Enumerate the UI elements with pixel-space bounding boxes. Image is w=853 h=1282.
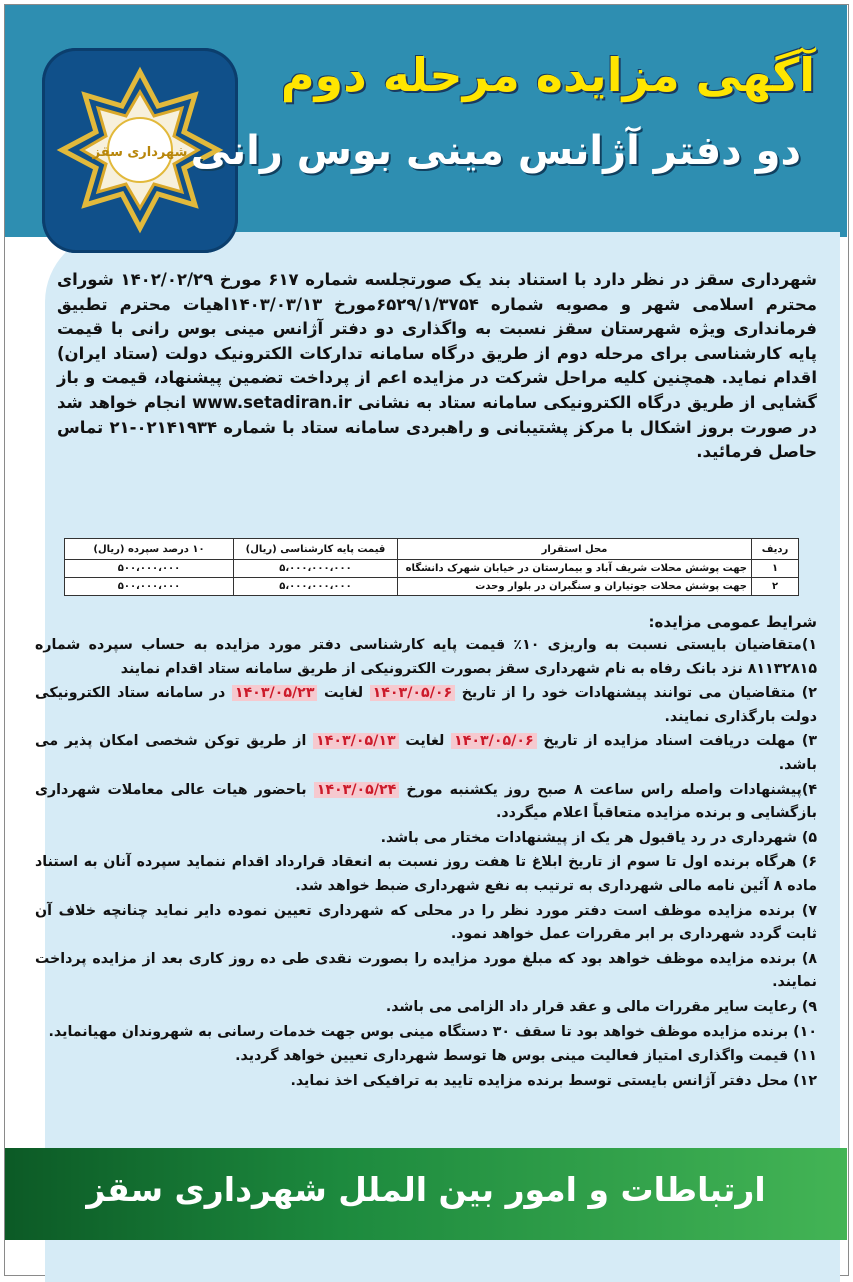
cell-location: جهت پوشش محلات جوتیاران و سنگبران در بلوار وحدت (398, 578, 752, 596)
condition-item (35, 730, 817, 777)
col-header-location: محل استقرار (398, 539, 752, 560)
condition-2-c: در سامانه ستاد الکترونیکی دولت بارگذاری نمایند. (35, 685, 817, 725)
cell-base-price: ۵،۰۰۰،۰۰۰،۰۰۰ (234, 578, 398, 596)
auction-table (64, 538, 799, 596)
footer-banner (5, 1148, 847, 1240)
col-header-deposit: ۱۰ درصد سپرده (ریال) (65, 539, 234, 560)
condition-4-a: ۴)پیشنهادات واصله راس ساعت ۸ صبح روز یکشنبه مورخ (406, 781, 817, 798)
col-header-row-number: ردیف (752, 539, 799, 560)
condition-item (35, 1021, 817, 1045)
condition-5: ۵) شهرداری در رد یاقبول هر یک از پیشنهادات مختار می باشد. (380, 829, 817, 846)
setadiran-link[interactable]: www.setadiran.ir (192, 392, 352, 412)
cell-row-number: ۲ (752, 578, 799, 596)
page-subtitle: دو دفتر آژانس مینی بوس رانی (190, 128, 801, 174)
conditions-list (35, 634, 817, 1094)
condition-item (35, 779, 817, 826)
condition-7: ۷) برنده مزایده موظف است دفتر مورد نظر را در محلی که شهرداری تعیین نموده دایر نماید چنانچه خلاف آن ثابت گردد شهرداری بر ابر مقررات عمل خواهد نمود. (35, 902, 817, 943)
condition-2-end-date: ۱۴۰۳/۰۵/۲۳ (232, 685, 318, 701)
condition-item (35, 1045, 817, 1069)
condition-item (35, 948, 817, 995)
table-row (65, 578, 799, 596)
condition-3-end-date: ۱۴۰۳/۰۵/۱۳ (313, 733, 399, 749)
condition-11: ۱۱) قیمت واگذاری امتیاز فعالیت مینی بوس ها توسط شهرداری تعیین خواهد گردید. (235, 1048, 817, 1065)
condition-item (35, 996, 817, 1020)
condition-item (35, 682, 817, 729)
intro-text-2: انجام خواهد شد در صورت بروز اشکال با مرکز پشتیبانی و راهبردی سامانه ستاد با شماره ۰۲۱۴۱۹۳۴-۲۱ تماس حاصل فرمائید. (57, 392, 817, 462)
condition-9: ۹) رعایت سایر مقررات مالی و عقد قرار داد الزامی می باشد. (385, 998, 817, 1015)
condition-4-date: ۱۴۰۳/۰۵/۲۴ (314, 782, 400, 798)
condition-10: ۱۰) برنده مزایده موظف خواهد بود تا سقف ۳۰ دستگاه مینی بوس جهت خدمات رسانی به شهروندان مهیانماید. (48, 1023, 817, 1040)
logo-text: شهرداری سقز (92, 145, 188, 160)
condition-item (35, 1070, 817, 1094)
cell-base-price: ۵،۰۰۰،۰۰۰،۰۰۰ (234, 560, 398, 578)
condition-item (35, 851, 817, 898)
condition-1: ۱)متقاضیان بایستی نسبت به واریزی ۱۰٪ قیمت پایه کارشناسی دفتر مورد مزایده به حساب سپرده شماره ۸۱۱۳۲۸۱۵ نزد بانک رفاه به نام شهرداری سقز بصورت الکترونیکی از طریق سامانه ستاد اقدام نمایند (35, 637, 817, 677)
condition-8: ۸) برنده مزایده موظف خواهد بود که مبلغ مورد مزایده را بصورت نقدی طی ده روز کاری بعد از مزایده پرداخت نمایند. (35, 950, 817, 991)
condition-2-b: لغایت (324, 685, 364, 702)
col-header-base-price: قیمت پایه کارشناسی (ریال) (234, 539, 398, 560)
condition-item (35, 900, 817, 947)
page-title: آگهی مزایده مرحله دوم (280, 48, 815, 102)
condition-3-b: لغایت (405, 733, 445, 750)
intro-paragraph (57, 268, 817, 465)
condition-3-c: از طریق توکن شخصی امکان پذیر می باشد. (35, 733, 817, 773)
condition-3-start-date: ۱۴۰۳/۰۵/۰۶ (451, 733, 537, 749)
table-header-row (65, 539, 799, 560)
condition-2-a: ۲) متقاضیان می توانند پیشنهادات خود را از تاریخ (461, 685, 817, 702)
cell-deposit: ۵۰۰،۰۰۰،۰۰۰ (65, 578, 234, 596)
condition-item (35, 827, 817, 851)
condition-12: ۱۲) محل دفتر آژانس بایستی توسط برنده مزایده تایید به ترافیکی اخذ نماید. (290, 1072, 817, 1089)
intro-text: شهرداری سقز در نظر دارد با استناد بند یک صورتجلسه شماره ۶۱۷ مورخ ۱۴۰۲/۰۲/۲۹ شورای محترم اسلامی شهر و مصوبه شماره ۶۵۲۹/۱/۳۷۵۴مورخ ۱۴۰۳/۰۳/۱۳اهیات محترم تطبیق فرمانداری ویژه شهرستان سقز نسبت به واگذاری دو دفتر آژانس مینی بوس رانی با قیمت پایه کارشناسی برای مرحله دوم از طریق درگاه سامانه تدارکات الکترونیک دولت (ستاد ایران) اقدام نماید. همچنین کلیه مراحل شرکت در مزایده اعم از پرداخت تضمین پیشنهاد، قیمت و باز گشایی از طریق درگاه الکترونیکی سامانه ستاد به نشانی (57, 270, 818, 412)
condition-2-start-date: ۱۴۰۳/۰۵/۰۶ (370, 685, 456, 701)
condition-3-a: ۳) مهلت دریافت اسناد مزایده از تاریخ (543, 733, 817, 750)
conditions-title: شرایط عمومی مزایده: (648, 613, 817, 631)
footer-text: ارتباطات و امور بین الملل شهرداری سقز (86, 1170, 766, 1209)
condition-6: ۶) هرگاه برنده اول تا سوم از تاریخ ابلاغ تا هفت روز نسبت به انعقاد قرارداد اقدام ننماید سپرده آنان به استناد ماده ۸ آئین نامه مالی شهرداری به ترتیب به نفع شهرداری ضبط خواهد شد. (35, 854, 817, 894)
condition-item (35, 634, 817, 681)
cell-deposit: ۵۰۰،۰۰۰،۰۰۰ (65, 560, 234, 578)
condition-4-b: باحضور هیات عالی معاملات شهرداری بازگشایی و برنده مزایده متعاقباً اعلام میگردد. (35, 781, 817, 822)
table-row (65, 560, 799, 578)
cell-row-number: ۱ (752, 560, 799, 578)
cell-location: جهت پوشش محلات شریف آباد و بیمارستان در خیابان شهرک دانشگاه (398, 560, 752, 578)
